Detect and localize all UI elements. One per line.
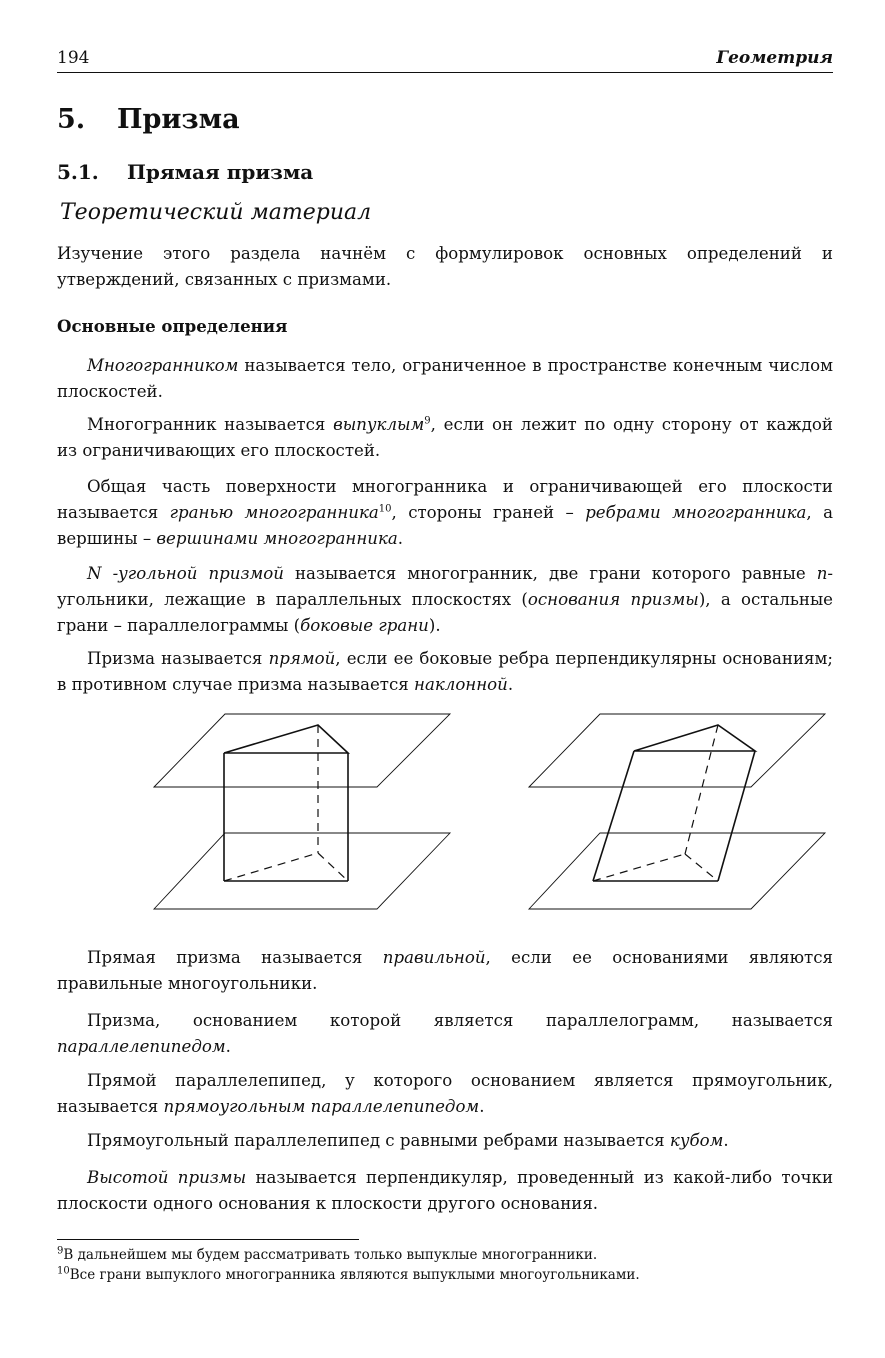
intro-paragraph: Изучение этого раздела начнём с формулировок основных определений и утверждений, связанных с призмами. — [57, 244, 833, 289]
text: Прямой параллелепипед, у которого основанием является прямоугольник, называется — [57, 1071, 833, 1116]
footnote-mark: 9 — [57, 1245, 64, 1257]
term: правильной — [382, 948, 486, 967]
term: прямой — [268, 649, 336, 668]
term: прямоугольным параллелепипедом — [163, 1097, 480, 1116]
text: . — [479, 1097, 485, 1116]
footnote-rule — [57, 1239, 359, 1240]
text: . — [225, 1037, 231, 1056]
text: называется многогранник, две грани которого равные — [283, 564, 817, 583]
lower-plane — [529, 833, 825, 909]
definition-parallelepiped — [57, 1008, 833, 1060]
footnote-mark: 10 — [57, 1265, 70, 1277]
page-number: 194 — [57, 48, 90, 68]
definition-rectangular-parallelepiped — [57, 1068, 833, 1120]
edge — [593, 751, 634, 881]
text: Прямоугольный параллелепипед с равными ребрами называется — [87, 1131, 670, 1150]
footnote-10 — [57, 1266, 640, 1284]
text: ). — [428, 616, 441, 635]
math-n: n — [816, 564, 828, 583]
term: ребрами многогранника — [585, 503, 807, 522]
term: Высотой призмы — [87, 1168, 247, 1187]
term: N -угольной призмой — [87, 564, 284, 583]
running-title: Геометрия — [716, 48, 833, 68]
subsection-heading — [57, 160, 313, 184]
footnote-ref: 9 — [424, 415, 431, 427]
edge — [718, 751, 755, 881]
text: , если ее основаниями являются правильные многоугольники. — [57, 948, 833, 993]
running-header — [57, 48, 833, 73]
term: боковые грани — [300, 616, 429, 635]
text: Многогранник называется — [87, 415, 334, 434]
hidden-edge — [593, 854, 685, 881]
definition-cube — [57, 1128, 833, 1154]
hidden-edge — [224, 853, 318, 881]
text: -угольники, лежащие в параллельных плоскостях ( — [57, 564, 833, 609]
term: выпуклым — [333, 415, 425, 434]
top-face — [224, 725, 348, 753]
right-prism-figure — [154, 714, 450, 909]
upper-plane — [154, 714, 450, 787]
text: Прямая призма называется — [87, 948, 383, 967]
text: , если он лежит по одну сторону от каждой из ограничивающих его плоскостей. — [57, 415, 833, 460]
term: кубом — [669, 1131, 724, 1150]
hidden-edge — [685, 725, 718, 854]
definitions-heading: Основные определения — [57, 316, 288, 336]
prism-figures — [57, 703, 833, 923]
lower-plane — [154, 833, 450, 909]
section-title: Призма — [117, 104, 240, 135]
subsection-title: Прямая призма — [127, 160, 314, 184]
text: . — [507, 675, 514, 694]
text: Призма называется — [87, 649, 269, 668]
hidden-edge — [318, 853, 348, 881]
term: вершинами многогранника — [156, 529, 398, 548]
subsection-number: 5.1. — [57, 160, 99, 184]
definition-right-prism — [57, 646, 833, 698]
footnote-ref: 10 — [378, 503, 392, 515]
section-number: 5. — [57, 104, 86, 135]
definition-prism — [57, 561, 833, 639]
term: Многогранником — [87, 356, 239, 375]
text: , если ее боковые ребра перпендикулярны основаниям; в противном случае призма называется — [57, 649, 834, 694]
text: называется тело, ограниченное в пространстве конечным числом плоскостей. — [57, 356, 833, 401]
text: называется перпендикуляр, проведенный из какой-либо точки плоскости одного основания к плоскости другого основания. — [57, 1168, 834, 1213]
footnote-text: В дальнейшем мы будем рассматривать только выпуклые многогранники. — [63, 1247, 598, 1263]
definition-face — [57, 474, 833, 552]
top-face — [634, 725, 755, 751]
definition-height — [57, 1165, 833, 1217]
text: . — [397, 529, 404, 548]
section-heading — [57, 104, 240, 135]
text: Общая часть поверхности многогранника и ограничивающей его плоскости называется — [57, 477, 833, 522]
term: основания призмы — [527, 590, 699, 609]
text: ), а остальные грани – параллелограммы ( — [57, 590, 833, 635]
theory-heading: Теоретический материал — [60, 200, 372, 225]
term: гранью многогранника — [169, 503, 379, 522]
oblique-prism-figure — [529, 714, 825, 909]
term: наклонной — [414, 675, 508, 694]
footnote-text: Все грани выпуклого многогранника являются выпуклыми многоугольниками. — [69, 1267, 640, 1283]
footnote-9 — [57, 1246, 597, 1264]
text: , а вершины – — [57, 503, 833, 548]
text: Призма, основанием которой является параллелограмм, называется — [87, 1011, 833, 1030]
text: , стороны граней – — [391, 503, 586, 522]
hidden-edge — [685, 854, 718, 881]
definition-polyhedron — [57, 353, 833, 405]
definition-regular-prism — [57, 945, 833, 997]
definition-convex — [57, 412, 833, 464]
text: . — [723, 1131, 729, 1150]
term: параллелепипедом — [57, 1037, 226, 1056]
